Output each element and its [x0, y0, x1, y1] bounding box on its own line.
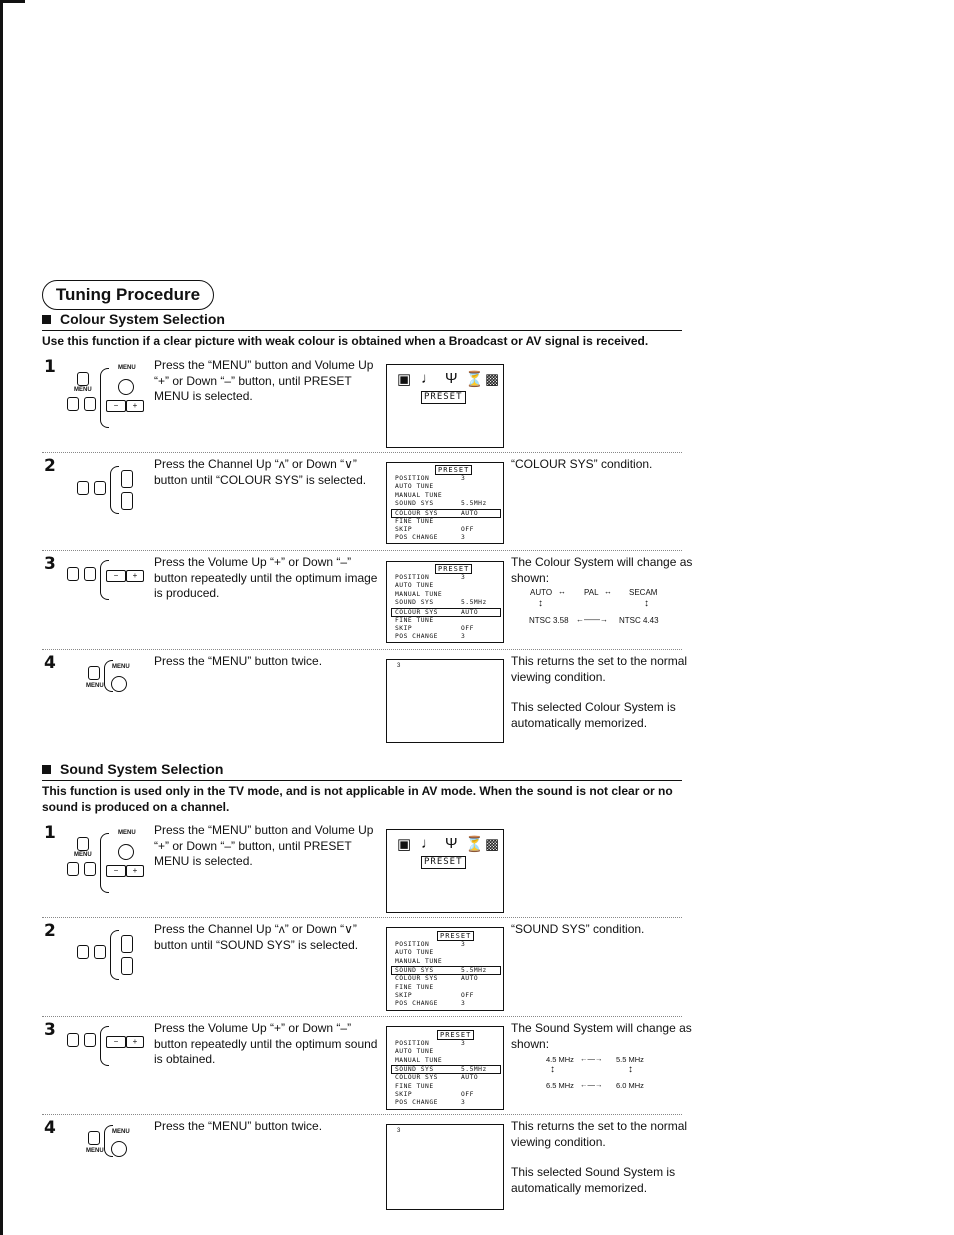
menu-row-sound-sys: SOUND SYS 5.5MHz — [395, 500, 487, 508]
volume-down-icon: − — [106, 400, 126, 412]
page-left-rule — [0, 0, 3, 1235]
remote-bracket-icon — [110, 930, 119, 980]
menu-row-auto-tune: AUTO TUNE — [395, 949, 434, 957]
menu-button-icon — [118, 844, 134, 860]
preset-menu-list — [395, 1040, 499, 1108]
section-rule — [42, 780, 682, 781]
remote-key-icon — [77, 945, 89, 959]
menu-row-auto-tune: AUTO TUNE — [395, 582, 434, 590]
step-instruction: Press the “MENU” button and Volume Up “+” or Down “–” button, until PRESET MENU is selected. — [154, 358, 374, 403]
tv-screen-preset-menu — [386, 1026, 504, 1110]
volume-up-icon: + — [126, 865, 144, 877]
step-number: 4 — [44, 653, 56, 673]
remote-bracket-icon — [100, 368, 109, 428]
arrow-both-icon: ↔ — [558, 587, 566, 596]
menu-row-manual-tune: MANUAL TUNE — [395, 1056, 443, 1064]
menu-row-skip: SKIP OFF — [395, 991, 474, 999]
volume-up-icon: + — [126, 570, 144, 582]
diagram-label: 5.5 MHz — [616, 1055, 644, 1064]
diagram-label: AUTO — [530, 588, 553, 597]
menu-key-label: MENU — [112, 664, 130, 670]
menu-row-skip: SKIP OFF — [395, 624, 474, 632]
remote-key-icon — [84, 397, 96, 411]
menu-row-sound-sys-selected: SOUND SYS 5.5MHz — [391, 1065, 501, 1074]
step-instruction: Press the Volume Up “+” or Down “–” button repeatedly until the optimum sound is obtained. — [154, 1021, 378, 1066]
sound-icon: ♩ — [421, 370, 436, 387]
menu-row-skip: SKIP OFF — [395, 1090, 474, 1098]
osd-position-number: 3 — [397, 1128, 401, 1134]
preset-menu-list — [395, 574, 499, 642]
volume-up-icon: + — [126, 1036, 144, 1048]
menu-row-colour-sys-selected: COLOUR SYS AUTO — [391, 608, 501, 617]
tv-screen-main-menu — [386, 364, 504, 448]
picture-icon: ▣ — [397, 836, 412, 853]
setup-icon: ▩ — [485, 836, 500, 853]
remote-key-icon — [67, 567, 79, 581]
volume-up-icon: + — [126, 400, 144, 412]
bullet-square-icon — [42, 315, 51, 324]
step-number: 2 — [44, 921, 56, 941]
step-note: “COLOUR SYS” condition. — [511, 457, 653, 471]
section-rule — [42, 330, 682, 331]
menu-row-pos-change: POS CHANGE 3 — [395, 1099, 466, 1107]
step-note: This returns the set to the normal viewing condition. — [511, 654, 688, 684]
section-heading-colour — [42, 311, 225, 327]
timer-icon: ⏳ — [465, 836, 484, 853]
step-instruction: Press the Channel Up “ʌ” or Down “∨” button until “SOUND SYS” is selected. — [154, 922, 359, 952]
tv-screen-preset-menu — [386, 462, 504, 544]
step-number: 1 — [44, 823, 56, 843]
tv-screen-normal — [386, 1124, 504, 1210]
menu-row-manual-tune: MANUAL TUNE — [395, 590, 443, 598]
step-note: The Colour System will change as shown: — [511, 555, 693, 585]
tv-screen-preset-menu — [386, 561, 504, 643]
step-instruction: Press the Channel Up “ʌ” or Down “∨” button until “COLOUR SYS” is selected. — [154, 457, 367, 487]
menu-row-auto-tune: AUTO TUNE — [395, 483, 434, 491]
diagram-label: NTSC 4.43 — [619, 616, 659, 625]
menu-row-sound-sys: SOUND SYS 5.5MHz — [395, 599, 487, 607]
menu-row-fine-tune: FINE TUNE — [395, 616, 434, 624]
step-instruction: Press the “MENU” button twice. — [154, 654, 323, 668]
step-divider — [42, 649, 682, 650]
menu-row-manual-tune: MANUAL TUNE — [395, 957, 443, 965]
step-note: The Sound System will change as shown: — [511, 1021, 692, 1051]
menu-row-position: POSITION 3 — [395, 941, 466, 948]
preset-label: PRESET — [437, 931, 474, 941]
menu-row-pos-change: POS CHANGE 3 — [395, 534, 466, 542]
arrow-vertical-icon: ↕ — [538, 598, 543, 609]
section-heading-sound — [42, 761, 223, 777]
menu-key-label: MENU — [74, 387, 92, 393]
volume-down-icon: − — [106, 1036, 126, 1048]
step-instruction: Press the “MENU” button and Volume Up “+” or Down “–” button, until PRESET MENU is selected. — [154, 823, 374, 868]
step-divider — [42, 1114, 682, 1115]
step-divider — [42, 452, 682, 453]
preset-menu-list — [395, 475, 499, 543]
page-corner-mark — [0, 0, 25, 11]
osd-position-number: 3 — [397, 663, 401, 669]
section-intro-sound: This function is used only in the TV mode, and is not applicable in AV mode. When the sound is not clear or no sound is produced on a channel. — [42, 784, 673, 814]
menu-row-position: POSITION 3 — [395, 574, 466, 581]
step-instruction: Press the Volume Up “+” or Down “–” button repeatedly until the optimum image is produced. — [154, 555, 378, 600]
arrow-vertical-icon: ↕ — [628, 1064, 633, 1075]
remote-key-icon — [67, 1033, 79, 1047]
menu-key-label: MENU — [74, 852, 92, 858]
step-note-memorized: This selected Sound System is automatically memorized. — [511, 1165, 676, 1195]
diagram-label: PAL — [584, 588, 599, 597]
diagram-label: SECAM — [629, 588, 658, 597]
menu-row-skip: SKIP OFF — [395, 525, 474, 533]
menu-row-fine-tune: FINE TUNE — [395, 1082, 434, 1090]
arrow-both-icon: ←——→ — [576, 615, 608, 624]
arrow-both-icon: ←—→ — [580, 1054, 603, 1063]
tv-screen-main-menu — [386, 829, 504, 913]
step-divider — [42, 917, 682, 918]
remote-key-icon — [77, 481, 89, 495]
menu-row-manual-tune: MANUAL TUNE — [395, 491, 443, 499]
menu-button-icon — [118, 379, 134, 395]
timer-icon: ⏳ — [465, 371, 484, 388]
step-note: This returns the set to the normal viewing condition. — [511, 1119, 688, 1149]
preset-label: PRESET — [435, 564, 472, 574]
step-divider — [42, 550, 682, 551]
sound-icon: ♩ — [421, 835, 436, 852]
step-number: 4 — [44, 1118, 56, 1138]
remote-key-icon — [94, 481, 106, 495]
preset-label: PRESET — [437, 1030, 474, 1040]
antenna-icon: Ψ — [445, 370, 458, 387]
preset-label: PRESET — [421, 391, 466, 404]
section-heading-label: Colour System Selection — [60, 311, 225, 327]
arrow-both-icon: ←—→ — [580, 1080, 603, 1089]
page-title: Tuning Procedure — [42, 280, 214, 310]
tv-screen-normal — [386, 659, 504, 743]
volume-down-icon: − — [106, 865, 126, 877]
menu-row-auto-tune: AUTO TUNE — [395, 1048, 434, 1056]
menu-row-colour-sys: COLOUR SYS AUTO — [395, 975, 479, 983]
remote-key-icon — [88, 666, 100, 680]
arrow-vertical-icon: ↕ — [644, 598, 649, 609]
menu-row-colour-sys: COLOUR SYS AUTO — [395, 1074, 479, 1082]
picture-icon: ▣ — [397, 371, 412, 388]
remote-key-icon — [67, 397, 79, 411]
step-number: 3 — [44, 554, 56, 574]
remote-key-icon — [84, 1033, 96, 1047]
menu-row-pos-change: POS CHANGE 3 — [395, 1000, 466, 1008]
diagram-label: 6.5 MHz — [546, 1081, 574, 1090]
step-number: 3 — [44, 1020, 56, 1040]
channel-down-icon — [121, 957, 133, 975]
menu-row-sound-sys-selected: SOUND SYS 5.5MHz — [391, 966, 501, 975]
diagram-label: NTSC 3.58 — [529, 616, 569, 625]
menu-key-label: MENU — [86, 683, 104, 689]
section-heading-label: Sound System Selection — [60, 761, 224, 777]
step-note: “SOUND SYS” condition. — [511, 922, 645, 936]
remote-key-icon — [84, 862, 96, 876]
menu-row-colour-sys-selected: COLOUR SYS AUTO — [391, 509, 501, 518]
channel-up-icon — [121, 470, 133, 488]
remote-key-icon — [67, 862, 79, 876]
menu-button-icon — [111, 1141, 127, 1157]
diagram-label: 6.0 MHz — [616, 1081, 644, 1090]
remote-key-icon — [77, 372, 89, 386]
menu-key-label: MENU — [118, 830, 136, 836]
menu-row-pos-change: POS CHANGE 3 — [395, 633, 466, 641]
preset-menu-list — [395, 941, 499, 1009]
arrow-vertical-icon: ↕ — [550, 1064, 555, 1075]
remote-key-icon — [84, 567, 96, 581]
bullet-square-icon — [42, 765, 51, 774]
menu-key-label: MENU — [112, 1129, 130, 1135]
remote-key-icon — [94, 945, 106, 959]
channel-down-icon — [121, 492, 133, 510]
menu-row-position: POSITION 3 — [395, 1040, 466, 1047]
setup-icon: ▩ — [485, 371, 500, 388]
step-note-memorized: This selected Colour System is automatically memorized. — [511, 700, 676, 730]
volume-down-icon: − — [106, 570, 126, 582]
antenna-icon: Ψ — [445, 835, 458, 852]
step-number: 2 — [44, 456, 56, 476]
preset-label: PRESET — [435, 465, 472, 475]
remote-bracket-icon — [110, 466, 119, 514]
channel-up-icon — [121, 935, 133, 953]
remote-key-icon — [88, 1131, 100, 1145]
step-instruction: Press the “MENU” button twice. — [154, 1119, 323, 1133]
menu-row-position: POSITION 3 — [395, 475, 466, 482]
step-divider — [42, 1016, 682, 1017]
menu-button-icon — [111, 676, 127, 692]
step-number: 1 — [44, 357, 56, 377]
remote-bracket-icon — [100, 833, 109, 893]
section-intro-colour: Use this function if a clear picture with weak colour is obtained when a Broadcast or AV signal is received. — [42, 334, 649, 348]
menu-key-label: MENU — [118, 365, 136, 371]
preset-label: PRESET — [421, 856, 466, 869]
menu-row-fine-tune: FINE TUNE — [395, 517, 434, 525]
arrow-both-icon: ↔ — [604, 587, 612, 596]
menu-key-label: MENU — [86, 1148, 104, 1154]
menu-row-fine-tune: FINE TUNE — [395, 983, 434, 991]
diagram-label: 4.5 MHz — [546, 1055, 574, 1064]
tv-screen-preset-menu — [386, 927, 504, 1011]
remote-key-icon — [77, 837, 89, 851]
